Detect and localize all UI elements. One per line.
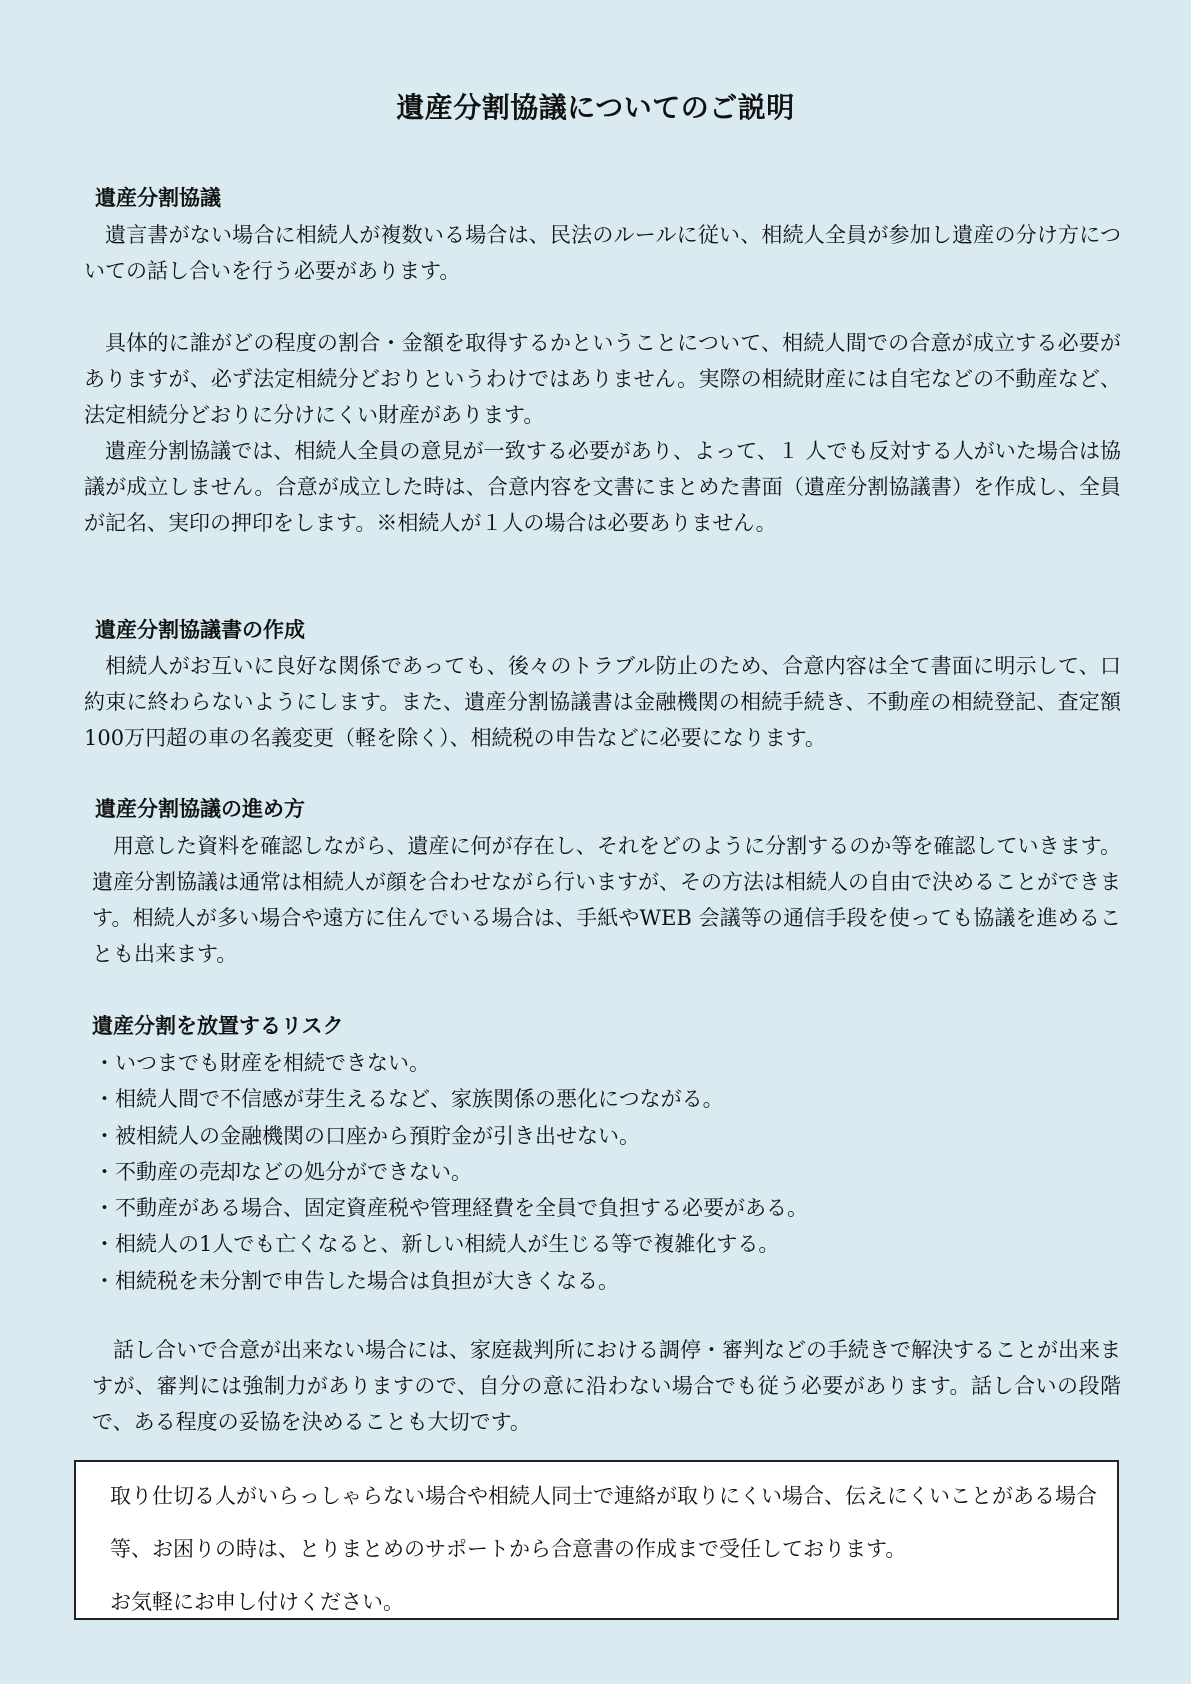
paragraph-kyogisho-sakusei: 相続人がお互いに良好な関係であっても、後々のトラブル防止のため、合意内容は全て書面に明示して、口約束に終わらないようにします。また、遺産分割協議書は金融機関の相続手続き、不動産の相続登記、査定額100万円超の車の名義変更（軽を除く）、相続税の申告などに必要になります。 xyxy=(84,654,1121,750)
risk-item: ・被相続人の金融機関の口座から預貯金が引き出せない。 xyxy=(94,1123,640,1148)
risk-item: ・相続人間で不信感が芽生えるなど、家族関係の悪化につながる。 xyxy=(94,1087,724,1112)
notice-box xyxy=(74,1460,1119,1620)
heading-kyogisho-sakusei: 遺産分割協議書の作成 xyxy=(95,617,305,642)
risk-item: ・不動産の売却などの処分ができない。 xyxy=(94,1159,472,1184)
risk-item: ・相続人の1人でも亡くなると、新しい相続人が生じる等で複雑化する。 xyxy=(94,1232,780,1257)
risk-item: ・相続税を未分割で申告した場合は負担が大きくなる。 xyxy=(94,1268,619,1293)
paragraph-kyogi-unanimity: 遺産分割協議では、相続人全員の意見が一致する必要があり、よって、１ 人でも反対する人がいた場合は協議が成立しません。合意が成立した時は、合意内容を文書にまとめた書面（遺産分割協議書）を作成し、全員が記名、実印の押印をします。※相続人が１人の場合は必要ありません。 xyxy=(84,439,1121,535)
heading-kyogi-susumekata: 遺産分割協議の進め方 xyxy=(95,796,305,821)
paragraph-kyogi-agreement: 具体的に誰がどの程度の割合・金額を取得するかということについて、相続人間での合意が成立する必要がありますが、必ず法定相続分どおりというわけではありません。実際の相続財産には自宅などの不動産など、法定相続分どおりに分けにくい財産があります。 xyxy=(84,331,1121,427)
notice-closing: お気軽にお申し付けください。 xyxy=(110,1590,404,1614)
heading-isan-bunkatsu-kyogi: 遺産分割協議 xyxy=(95,185,221,210)
paragraph-kyogi-intro: 遺言書がない場合に相続人が複数いる場合は、民法のルールに従い、相続人全員が参加し遺産の分け方についての話し合いを行う必要があります。 xyxy=(84,223,1121,283)
risk-item: ・不動産がある場合、固定資産税や管理経費を全員で負担する必要がある。 xyxy=(94,1196,808,1221)
heading-houchi-risk: 遺産分割を放置するリスク xyxy=(92,1013,344,1038)
page-title: 遺産分割協議についてのご説明 xyxy=(396,91,795,124)
paragraph-kyogi-susumekata: 用意した資料を確認しながら、遺産に何が存在し、それをどのように分割するのか等を確認していきます。遺産分割協議は通常は相続人が顔を合わせながら行いますが、その方法は相続人の自由で決めることができます。相続人が多い場合や遠方に住んでいる場合は、手紙やWEB 会議等の通信手段を使っても協議を進めることも出来ます。 xyxy=(92,834,1121,966)
risk-list xyxy=(94,1045,1094,1299)
risk-item: ・いつまでも財産を相続できない。 xyxy=(94,1051,430,1075)
notice-text xyxy=(110,1470,1110,1629)
notice-body: 取り仕切る人がいらっしゃらない場合や相続人同士で連絡が取りにくい場合、伝えにくいことがある場合等、お困りの時は、とりまとめのサポートから合意書の作成まで受任しております。 xyxy=(110,1484,1097,1561)
paragraph-chotei-shinpan: 話し合いで合意が出来ない場合には、家庭裁判所における調停・審判などの手続きで解決することが出来ますが、審判には強制力がありますので、自分の意に沿わない場合でも従う必要があります。話し合いの段階で、ある程度の妥協を決めることも大切です。 xyxy=(92,1338,1121,1434)
